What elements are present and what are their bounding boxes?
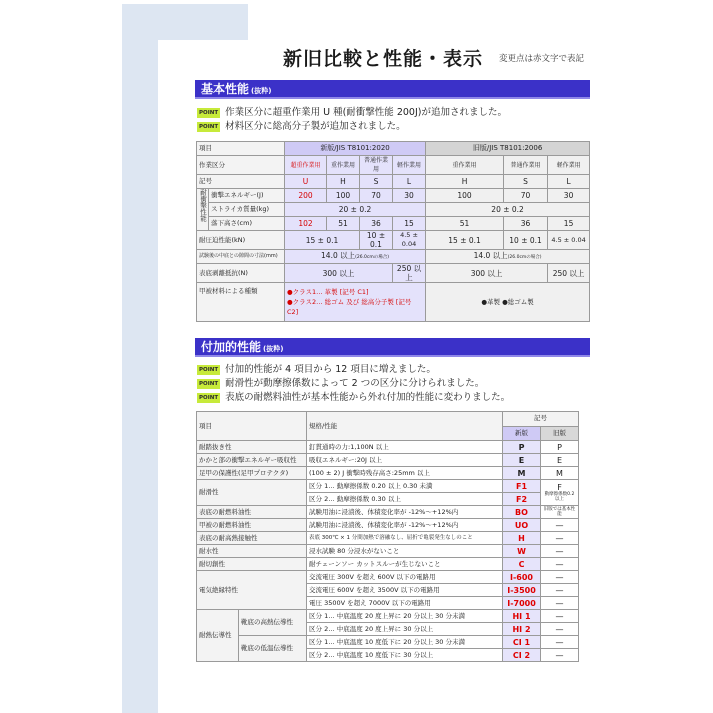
- cell: 浸水試験 80 分浸水がないこと: [307, 545, 503, 558]
- cell: 10 ± 0.1: [504, 231, 548, 250]
- cell: E: [503, 454, 541, 467]
- cell: 4.5 ± 0.04: [548, 231, 590, 250]
- section-basic-header: [195, 80, 590, 99]
- cell: 250 以上: [393, 264, 426, 283]
- material-class2-a: ●クラス2… 総ゴム 及び: [287, 298, 362, 306]
- cell: I-3500: [503, 584, 541, 597]
- cell-note: 動摩擦係数0.2以上: [544, 492, 575, 502]
- cell: F1: [503, 480, 541, 493]
- header-item: 項目: [197, 412, 307, 441]
- basic-performance-table: [196, 141, 590, 322]
- point-text: 耐滑性が動摩擦係数によって 2 つの区分に分けられました。: [225, 378, 485, 389]
- row-label: 耐踏抜き性: [197, 441, 307, 454]
- cell: —: [541, 545, 579, 558]
- cell: —: [541, 610, 579, 623]
- material-class2-b: 総高分子製 [記号 C2]: [287, 298, 412, 316]
- table-row: [197, 519, 579, 532]
- row-label: 落下高さ(cm): [209, 217, 285, 231]
- cell: 51: [327, 217, 360, 231]
- cell: P: [503, 441, 541, 454]
- point-text: 作業区分に超重作業用 U 種(耐衝撃性能 200J)が追加されました。: [225, 107, 507, 118]
- cell: 15: [393, 217, 426, 231]
- section-basic-title: 基本性能: [201, 82, 250, 96]
- cell: 15: [548, 217, 590, 231]
- point-badge: POINT: [199, 124, 219, 130]
- cell: 30: [393, 189, 426, 203]
- material-class2: [287, 297, 423, 317]
- section-additional-sub: (抜粋): [263, 345, 284, 353]
- point-text: 付加的性能が 4 項目から 12 項目に増えました。: [225, 364, 436, 375]
- header-new: 新版/JIS T8101:2020: [285, 142, 426, 156]
- cell: 100: [426, 189, 504, 203]
- cell: E: [541, 454, 579, 467]
- header-spec: 規格/性能: [307, 412, 503, 441]
- row-label: 表底の耐高熱接触性: [197, 532, 307, 545]
- cell: 区分 2… 動摩擦係数 0.30 以上: [307, 493, 503, 506]
- cell: UO: [503, 519, 541, 532]
- point-item: [197, 106, 507, 120]
- section-basic-sub: (抜粋): [251, 87, 272, 95]
- table-row: [197, 454, 579, 467]
- cell: HI 2: [503, 623, 541, 636]
- table-row: [197, 412, 579, 427]
- cell: 交流電圧 600V を超え 3500V 以下の電路用: [307, 584, 503, 597]
- row-sublabel: 靴底の高熱伝導性: [239, 610, 307, 636]
- cell: 250 以上: [548, 264, 590, 283]
- cell: 普通作業用: [360, 156, 393, 175]
- row-label: 甲被の耐燃料油性: [197, 519, 307, 532]
- cell: 試験用油に浸漬後、体積変化率が -12%〜+12%内: [307, 506, 503, 519]
- decor-horizontal-bar: [122, 4, 248, 40]
- cell: L: [393, 175, 426, 189]
- cell: I-600: [503, 571, 541, 584]
- row-label: 耐圧迫性能(kN): [197, 231, 285, 250]
- section-additional-title: 付加的性能: [201, 340, 262, 354]
- cell: 吸収エネルギー:20J 以上: [307, 454, 503, 467]
- row-label: 耐切創性: [197, 558, 307, 571]
- cell: 15 ± 0.1: [285, 231, 360, 250]
- point-item: [197, 120, 507, 134]
- cell: —: [541, 532, 579, 545]
- cell: 36: [504, 217, 548, 231]
- table-row: [197, 545, 579, 558]
- cell-value: F: [557, 483, 562, 492]
- cell: [426, 250, 590, 264]
- row-label: 耐水性: [197, 545, 307, 558]
- row-label: 記号: [197, 175, 285, 189]
- cell: —: [541, 558, 579, 571]
- cell: 102: [285, 217, 327, 231]
- cell: M: [541, 467, 579, 480]
- table-row: [197, 506, 579, 519]
- row-label: 足甲の保護性(足甲プロテクタ): [197, 467, 307, 480]
- cell: 20 ± 0.2: [285, 203, 426, 217]
- row-label: 甲被材料による種類: [197, 283, 285, 322]
- cell: [285, 250, 426, 264]
- cell: 耐チェーンソー カットスルーが生じないこと: [307, 558, 503, 571]
- cell: 表底 300℃ × 1 分間加熱で溶融なし、屈折で亀裂発生なしのこと: [307, 532, 503, 545]
- cell: 10 ± 0.1: [360, 231, 393, 250]
- row-label: 耐滑性: [197, 480, 307, 506]
- cell: 200: [285, 189, 327, 203]
- section-additional-header: [195, 338, 590, 357]
- row-label: 耐熱伝導性: [197, 610, 239, 662]
- cell: C: [503, 558, 541, 571]
- cell: 電圧 3500V を超え 7000V 以下の電路用: [307, 597, 503, 610]
- cell: —: [541, 623, 579, 636]
- decor-vertical-bar: [122, 4, 158, 713]
- cell: U: [285, 175, 327, 189]
- point-badge: POINT: [199, 395, 219, 401]
- cell: HI 1: [503, 610, 541, 623]
- cell: 軽作業用: [548, 156, 590, 175]
- cell-value: 14.0 以上: [473, 251, 508, 260]
- cell-value: 14.0 以上: [321, 251, 356, 260]
- point-badge: POINT: [199, 110, 219, 116]
- page-title: 新旧比較と性能・表示: [283, 48, 484, 70]
- cell: [541, 480, 579, 506]
- point-text: 表底の耐燃料油性が基本性能から外れ付加的性能に変わりました。: [225, 392, 511, 403]
- cell: P: [541, 441, 579, 454]
- row-label: ストライカ質量(kg): [209, 203, 285, 217]
- table-row: [197, 558, 579, 571]
- point-text: 材料区分に総高分子製が追加されました。: [225, 121, 406, 132]
- cell: 重作業用: [426, 156, 504, 175]
- cell: L: [548, 175, 590, 189]
- cell-note: (26.0cmの場合): [507, 255, 542, 260]
- cell: 30: [548, 189, 590, 203]
- table-row: [197, 480, 579, 493]
- cell: 70: [360, 189, 393, 203]
- cell: S: [504, 175, 548, 189]
- cell: H: [426, 175, 504, 189]
- cell: H: [503, 532, 541, 545]
- point-item: [197, 377, 510, 391]
- cell: 15 ± 0.1: [426, 231, 504, 250]
- cell: (100 ± 2) J 衝撃時残存高さ:25mm 以上: [307, 467, 503, 480]
- cell: 試験用油に浸漬後、体積変化率が -12%〜+12%内: [307, 519, 503, 532]
- cell: 区分 2… 中底温度 10 度低下に 30 分以上: [307, 649, 503, 662]
- cell: 区分 1… 動摩擦係数 0.20 以上 0.30 未満: [307, 480, 503, 493]
- cell: 重作業用: [327, 156, 360, 175]
- point-item: [197, 363, 510, 377]
- table-row: [197, 189, 590, 203]
- cell: 51: [426, 217, 504, 231]
- point-badge: POINT: [199, 367, 219, 373]
- cell: —: [541, 519, 579, 532]
- row-sublabel: 靴底の低温伝導性: [239, 636, 307, 662]
- row-group-label: 耐衝撃性能: [197, 189, 209, 231]
- header-old: 旧版: [541, 426, 579, 441]
- cell: —: [541, 649, 579, 662]
- table-row: [197, 231, 590, 250]
- cell-note: (26.0cmの場合): [355, 255, 390, 260]
- cell: 100: [327, 189, 360, 203]
- table-row: [197, 156, 590, 175]
- cell: 釘貫通時の力:1,100N 以上: [307, 441, 503, 454]
- point-badge: POINT: [199, 381, 219, 387]
- cell: W: [503, 545, 541, 558]
- row-label: 衝撃エネルギー(J): [209, 189, 285, 203]
- cell: —: [541, 636, 579, 649]
- cell: 36: [360, 217, 393, 231]
- cell: 20 ± 0.2: [426, 203, 590, 217]
- change-note: 変更点は赤文字で表記: [499, 54, 585, 64]
- material-class1: ●クラス1… 革製 [記号 C1]: [287, 288, 369, 296]
- row-label: 作業区分: [197, 156, 285, 175]
- table-row: [197, 610, 579, 623]
- row-label: 電気絶縁特性: [197, 571, 307, 610]
- row-label: 試験後の中底との隙間の寸法(mm): [197, 250, 285, 264]
- cell: S: [360, 175, 393, 189]
- cell: BO: [503, 506, 541, 519]
- cell: I-7000: [503, 597, 541, 610]
- cell: 70: [504, 189, 548, 203]
- cell: CI 2: [503, 649, 541, 662]
- table-row: [197, 467, 579, 480]
- cell: 300 以上: [426, 264, 548, 283]
- cell: 300 以上: [285, 264, 393, 283]
- row-label: かかと部の衝撃エネルギー吸収性: [197, 454, 307, 467]
- table-row: [197, 175, 590, 189]
- table-row: [197, 203, 590, 217]
- table-row: [197, 264, 590, 283]
- cell: 区分 1… 中底温度 10 度低下に 20 分以上 30 分未満: [307, 636, 503, 649]
- section-basic-points: [197, 106, 507, 134]
- header-new: 新版: [503, 426, 541, 441]
- point-item: [197, 391, 510, 405]
- cell: 4.5 ± 0.04: [393, 231, 426, 250]
- section-additional-points: [197, 363, 510, 405]
- table-row: [197, 283, 590, 322]
- cell: F2: [503, 493, 541, 506]
- table-row: [197, 441, 579, 454]
- cell: 交流電圧 300V を超え 600V 以下の電路用: [307, 571, 503, 584]
- cell: —: [541, 571, 579, 584]
- cell: 旧版では基本性能: [541, 506, 579, 519]
- cell: 軽作業用: [393, 156, 426, 175]
- header-item: 項目: [197, 142, 285, 156]
- row-label: 表底の耐燃料油性: [197, 506, 307, 519]
- table-row: [197, 142, 590, 156]
- additional-performance-table: [196, 411, 579, 662]
- header-old: 旧版/JIS T8101:2006: [426, 142, 590, 156]
- table-row: [197, 532, 579, 545]
- cell: CI 1: [503, 636, 541, 649]
- cell: H: [327, 175, 360, 189]
- table-row: [197, 571, 579, 584]
- cell: ●革製 ●総ゴム製: [426, 283, 590, 322]
- row-label: 表底剥離抵抗(N): [197, 264, 285, 283]
- cell: 区分 2… 中底温度 20 度上昇に 30 分以上: [307, 623, 503, 636]
- cell: 普通作業用: [504, 156, 548, 175]
- cell: M: [503, 467, 541, 480]
- cell: 区分 1… 中底温度 20 度上昇に 20 分以上 30 分未満: [307, 610, 503, 623]
- header-symbol: 記号: [503, 412, 579, 427]
- table-row: [197, 217, 590, 231]
- cell: —: [541, 597, 579, 610]
- cell: 超重作業用: [285, 156, 327, 175]
- cell: [285, 283, 426, 322]
- table-row: [197, 250, 590, 264]
- table-row: [197, 636, 579, 649]
- cell: —: [541, 584, 579, 597]
